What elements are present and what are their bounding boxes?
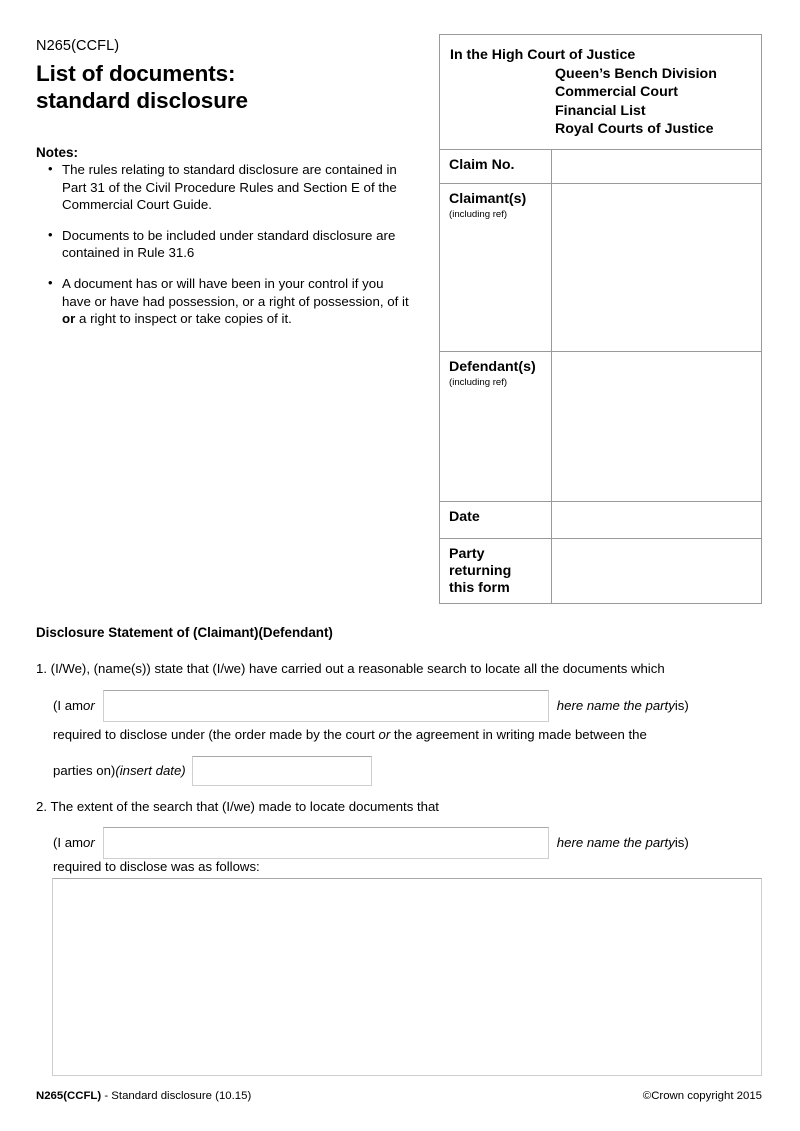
notes-list [46, 161, 416, 341]
claim-no-label: Claim No. [449, 156, 515, 173]
date-value[interactable] [552, 502, 761, 538]
item-2-number: 2. [36, 799, 47, 814]
item-2-line-2 [53, 827, 689, 859]
note-text: A document has or will have been in your control if you have or have had possession, or a right of possession, of it [62, 275, 409, 309]
party-returning-label-line-1: Party [449, 545, 485, 562]
item-2-line-1 [36, 799, 439, 815]
disclosure-statement-heading: Disclosure Statement of (Claimant)(Defendant) [36, 625, 333, 640]
item-1-line-3-italic: or [378, 727, 391, 742]
claim-no-row [440, 150, 761, 184]
date-row [440, 502, 761, 539]
note-text: The rules relating to standard disclosure are contained in Part 31 of the Civil Procedure Rules and Section E of the Commercial Court Guide. [62, 162, 397, 213]
item-2-suffix-italic: here name the party [556, 835, 675, 850]
item-1-suffix-italic: here name the party [556, 698, 675, 713]
claimant-row [440, 184, 761, 352]
footer-copyright: ©Crown copyright 2015 [642, 1090, 762, 1102]
court-header-line-2: Queen’s Bench Division [555, 65, 717, 82]
item-1-line-4-prefix: parties on) [53, 763, 116, 778]
note-text-cont: a right to inspect or take copies of it. [75, 311, 292, 327]
defendant-label: Defendant(s) [449, 358, 536, 375]
search-extent-textarea[interactable] [52, 878, 762, 1076]
party-returning-label-line-3: this form [449, 579, 510, 596]
item-2-prefix-italic: or [83, 835, 95, 850]
date-label: Date [449, 508, 480, 525]
bullet-icon: • [48, 161, 53, 176]
item-1-line-3-cont: the agreement in writing made between the [390, 727, 647, 742]
defendant-value[interactable] [552, 352, 761, 501]
party-returning-label-cell [440, 539, 552, 603]
bullet-icon: • [48, 226, 53, 242]
court-details-table [439, 34, 762, 604]
item-2-text: The extent of the search that (I/we) made to locate documents that [50, 799, 439, 814]
item-2-line-3: required to disclose was as follows: [53, 859, 260, 874]
claim-no-label-cell [440, 150, 552, 183]
item-1-line-3-text: required to disclose under (the order made by the court [53, 727, 379, 742]
court-name-header [440, 35, 761, 150]
note-item [46, 275, 416, 328]
court-header-line-4: Financial List [555, 102, 646, 119]
claimant-sub-label: (including ref) [449, 208, 508, 220]
party-returning-row [440, 539, 761, 604]
item-2-suffix: is) [674, 835, 689, 850]
item-1-text: (I/We), (name(s)) state that (I/we) have carried out a reasonable search to locate all the documents which [50, 661, 665, 676]
defendant-label-cell [440, 352, 552, 501]
notes-heading: Notes: [36, 145, 79, 160]
party-returning-value[interactable] [552, 539, 761, 603]
party-returning-label-line-2: returning [449, 562, 512, 579]
note-text: Documents to be included under standard disclosure are contained in Rule 31.6 [62, 227, 396, 261]
form-title-line-1: List of documents: [36, 61, 236, 86]
item-1-prefix: (I am [53, 698, 84, 713]
court-header-line-5: Royal Courts of Justice [555, 121, 714, 138]
item-1-suffix: is) [674, 698, 689, 713]
footer-form-code: N265(CCFL) [36, 1090, 102, 1102]
claimant-label-cell [440, 184, 552, 351]
form-title-line-2: standard disclosure [36, 88, 248, 113]
footer-left [36, 1090, 251, 1102]
footer-description: - Standard disclosure (10.15) [101, 1090, 252, 1102]
claim-no-value[interactable] [552, 150, 761, 183]
claimant-value[interactable] [552, 184, 761, 351]
item-1-prefix-italic: or [83, 698, 95, 713]
item-2-party-name-input[interactable] [103, 827, 549, 859]
date-label-cell [440, 502, 552, 538]
defendant-sub-label: (including ref) [449, 376, 508, 388]
item-1-insert-date-label: (insert date) [115, 763, 186, 778]
item-1-line-3 [53, 727, 647, 743]
item-1-line-1 [36, 661, 665, 677]
defendant-row [440, 352, 761, 502]
claimant-label: Claimant(s) [449, 190, 527, 207]
item-1-line-4 [53, 756, 372, 786]
item-1-line-2 [53, 690, 689, 722]
item-1-number: 1. [36, 661, 47, 676]
note-text-bold: or [62, 311, 76, 327]
item-1-date-input[interactable] [192, 756, 372, 786]
page-title [36, 60, 426, 114]
court-header-line-1: In the High Court of Justice [450, 47, 636, 63]
note-item [46, 161, 416, 214]
bullet-icon: • [48, 274, 53, 290]
note-item [46, 227, 416, 262]
court-header-line-3: Commercial Court [555, 84, 678, 101]
form-code: N265(CCFL) [36, 38, 120, 54]
item-2-prefix: (I am [53, 835, 84, 850]
item-1-party-name-input[interactable] [103, 690, 549, 722]
